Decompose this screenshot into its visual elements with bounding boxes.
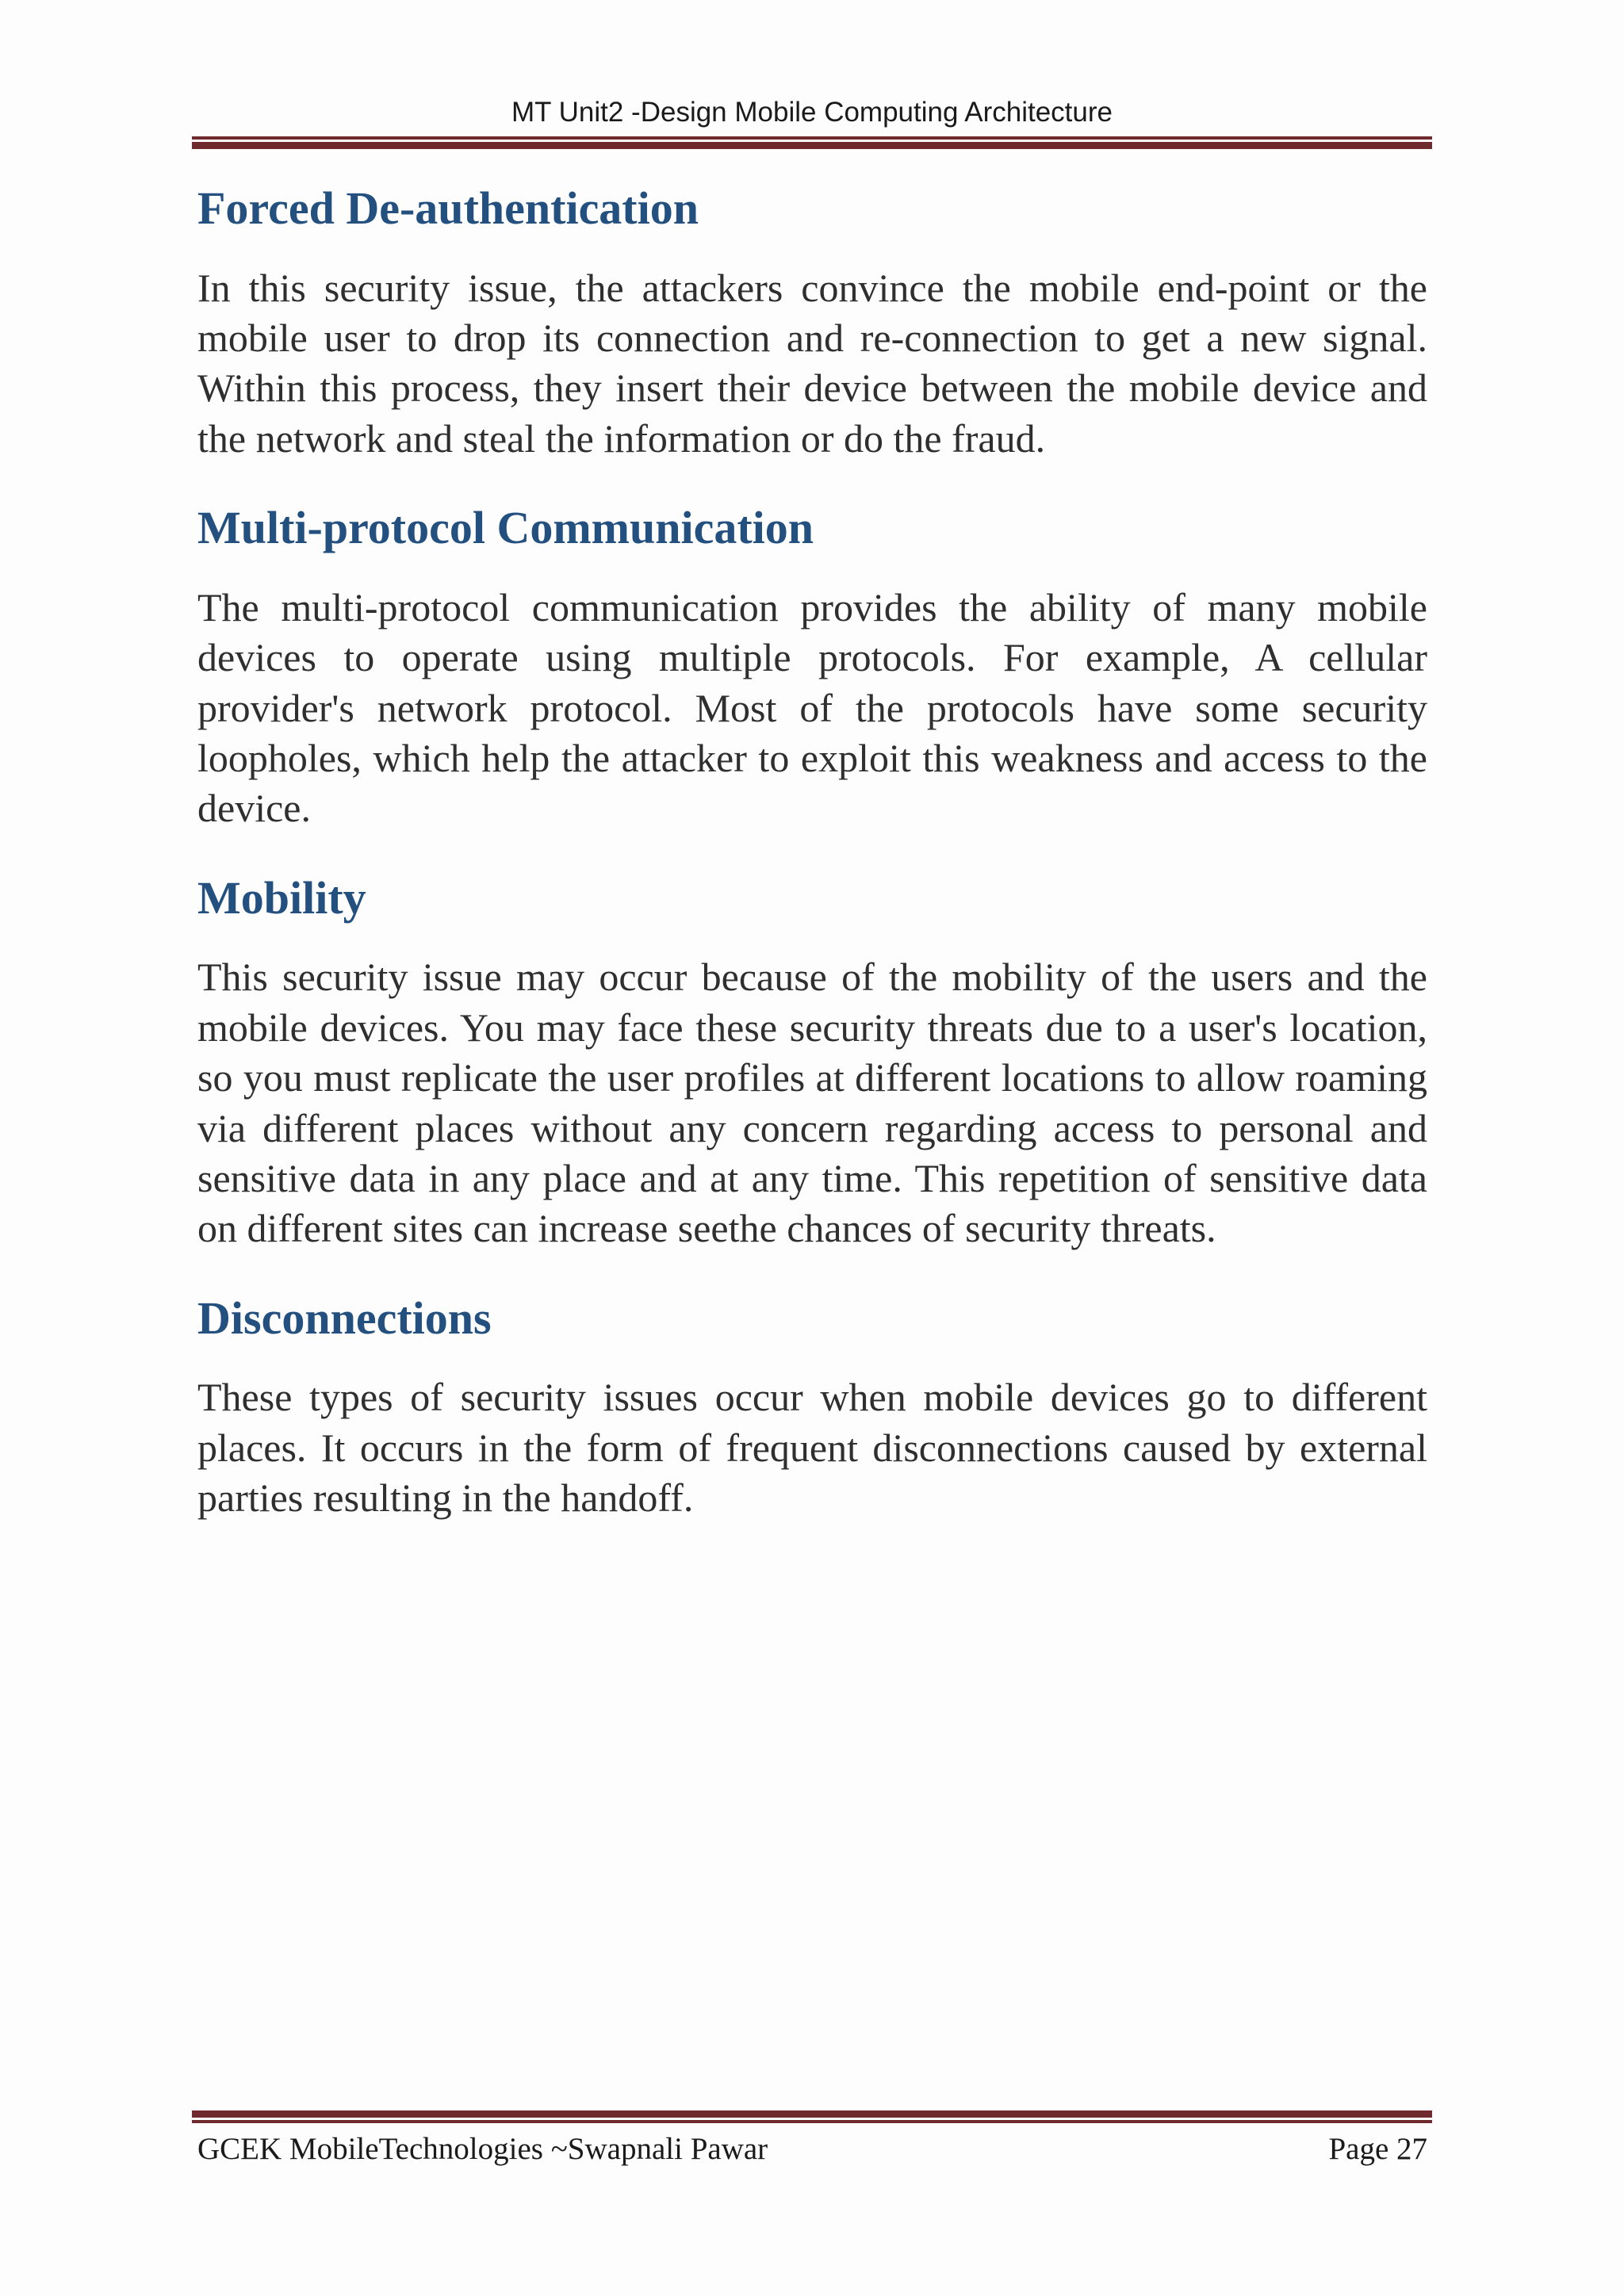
section-body-forced-deauthentication: In this security issue, the attackers convince the mobile end-point or the mobile user to drop its connection and re-connection to get a new signal. Within this process, they insert their device between the mobile device and the network and steal the information or do the fraud. [197, 265, 1427, 461]
main-content [197, 181, 1427, 1560]
footer-rule [192, 2110, 1432, 2123]
header-rule [192, 136, 1432, 149]
section-body-multi-protocol: The multi-protocol communication provides the ability of many mobile devices to operate using multiple protocols. For example, A cellular provider's network protocol. Most of the protocols have some security loopholes, which help the attacker to exploit this weakness and access to the device. [197, 584, 1427, 831]
section-body-disconnections: These types of security issues occur when mobile devices go to different places. It occurs in the form of frequent disconnections caused by external parties resulting in the handoff. [197, 1375, 1427, 1521]
section-heading-forced-deauthentication: Forced De-authentication [197, 182, 699, 234]
running-header: MT Unit2 -Design Mobile Computing Architecture [511, 97, 1113, 128]
page-number: Page 27 [1328, 2132, 1427, 2166]
section-body-mobility: This security issue may occur because of the mobility of the users and the mobile devices. You may face these security threats due to a user's location, so you must replicate the user profiles at different locations to allow roaming via different places without any concern regarding access to personal and sensitive data in any place and at any time. This repetition of sensitive data on different sites can increase seethe chances of security threats. [197, 955, 1427, 1251]
section-heading-disconnections: Disconnections [197, 1292, 492, 1344]
footer-author: GCEK MobileTechnologies ~Swapnali Pawar [197, 2132, 768, 2166]
section-heading-multi-protocol: Multi-protocol Communication [197, 502, 814, 554]
section-heading-mobility: Mobility [197, 871, 366, 924]
